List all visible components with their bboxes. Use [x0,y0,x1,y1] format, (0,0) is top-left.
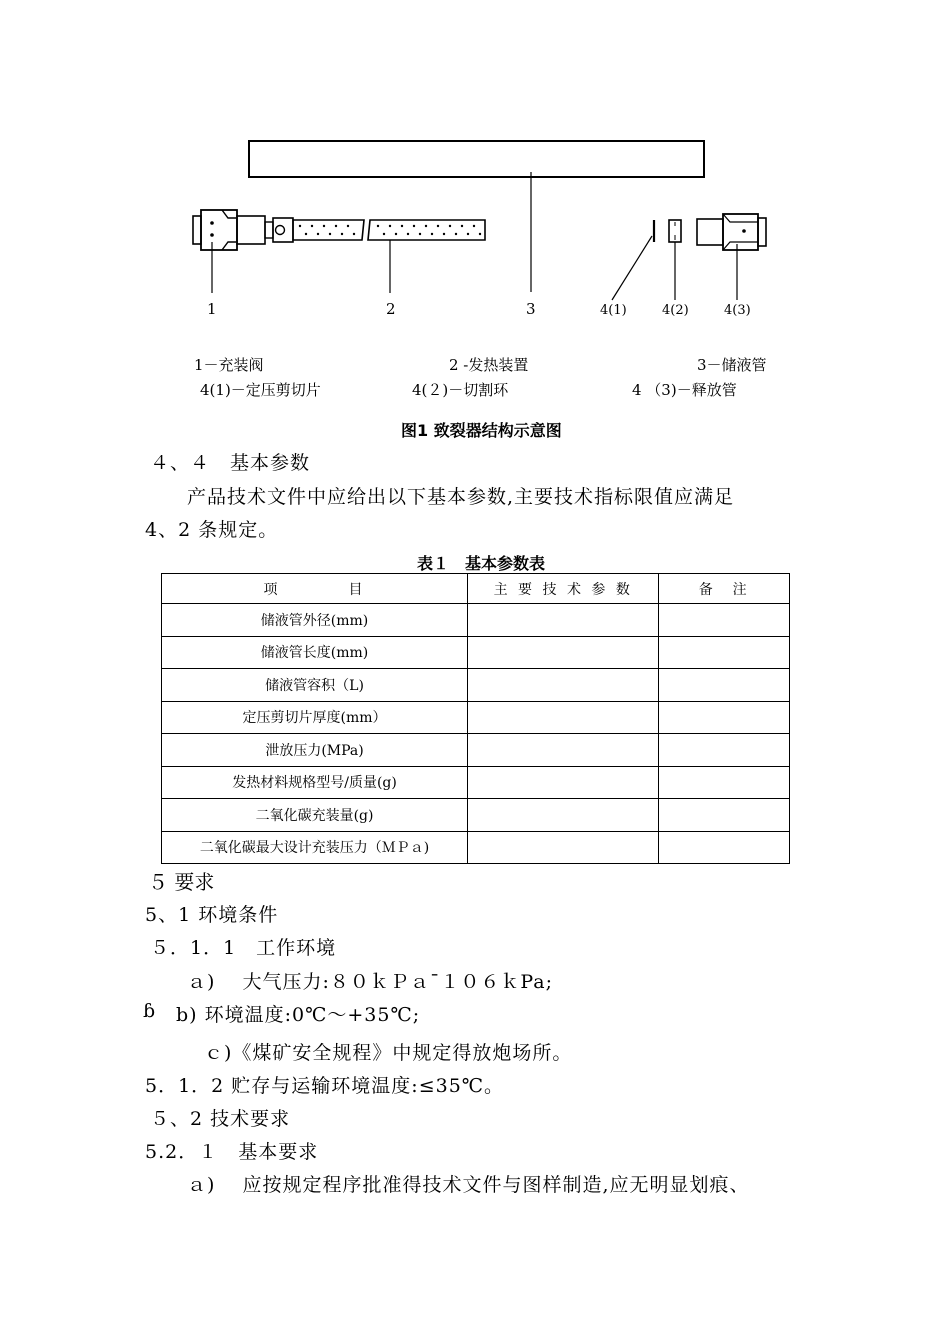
table-row [162,799,790,832]
legend-1: 1－充装阀 [194,356,264,374]
item-a-pressure: ａ) 大气压力:８０ｋＰａ¯１０６ｋPa; [187,971,554,993]
part-label-2: 2 [386,300,396,318]
item-a-basic-requirement: ａ) 应按规定程序批准得技术文件与图样制造,应无明显划痕、 [187,1174,750,1196]
table-row [162,734,790,767]
basic-parameter-table [161,573,790,864]
figure-title: 图1 致裂器结构示意图 [401,421,562,440]
storage-tube-rect [249,141,704,177]
row-value [468,636,659,669]
section-5-2-1: 5.2．１ 基本要求 [145,1141,319,1163]
table-row [162,831,790,864]
row-item: 二氧化碳最大设计充装压力（ＭＰａ) [162,831,468,864]
table-row [162,701,790,734]
item-c-location: ｃ)《煤矿安全规程》中规定得放炮场所。 [204,1042,573,1064]
row-remark [659,799,790,832]
part-label-3: 3 [526,300,536,318]
table-title: 表１ 基本参数表 [417,554,546,573]
header-item: 项 目 [162,574,468,604]
table-row [162,669,790,702]
header-remarks: 备 注 [659,574,790,604]
row-value [468,669,659,702]
legend-3: 3－储液管 [697,356,767,374]
row-item: 二氧化碳充装量(g) [162,799,468,832]
row-value [468,701,659,734]
row-item: 储液管长度(mm) [162,636,468,669]
table-row [162,766,790,799]
part-label-4-1: 4(1) [600,303,627,318]
part-label-4-3: 4(3) [724,303,751,318]
row-value [468,831,659,864]
row-value [468,766,659,799]
table-row [162,636,790,669]
section-5-heading: ５ 要求 [148,870,215,894]
section-5-1: 5、1 环境条件 [145,904,279,926]
legend-4-2: 4(２)－切割环 [412,381,509,399]
legend-2: 2 -发热装置 [449,356,529,374]
section-5-2: ５、2 技术要求 [150,1108,291,1130]
section-4-4-para-line1: 产品技术文件中应给出以下基本参数,主要技术指标限值应满足 [187,486,735,508]
row-remark [659,636,790,669]
leader-4-1 [612,236,652,300]
table-header-row [162,574,790,604]
row-item: 泄放压力(MPa) [162,734,468,767]
row-remark [659,604,790,637]
header-main-params: 主 要 技 术 参 数 [468,574,659,604]
section-4-4-heading: ４、４ 基本参数 [150,452,311,474]
row-item: 定压剪切片厚度(mm） [162,701,468,734]
section-5-1-1: ５．1．1 工作环境 [150,937,337,959]
row-item: 储液管外径(mm) [162,604,468,637]
structure-diagram [0,0,950,410]
section-4-4-para-line2: 4、2 条规定。 [145,519,279,541]
row-remark [659,734,790,767]
row-item: 发热材料规格型号/质量(g) [162,766,468,799]
release-tube-shape [697,214,766,250]
legend-4-1: 4(1)－定压剪切片 [200,381,321,399]
row-value [468,604,659,637]
row-remark [659,669,790,702]
charging-valve-shape [193,210,293,250]
heating-device-shape [293,220,485,240]
row-value [468,734,659,767]
item-b-temperature: b) 环境温度:0℃～+35℃; [176,1004,421,1026]
row-remark [659,701,790,734]
row-remark [659,766,790,799]
part-label-1: 1 [207,300,217,318]
part-label-4-2: 4(2) [662,303,689,318]
table-row [162,604,790,637]
legend-4-3: 4 （3)－释放管 [632,381,737,399]
section-5-1-2: 5．1．2 贮存与运输环境温度:≤35℃。 [145,1075,505,1097]
row-value [468,799,659,832]
row-remark [659,831,790,864]
row-item: 储液管容积（L) [162,669,468,702]
item-b-mark: ɓ [143,1000,157,1022]
